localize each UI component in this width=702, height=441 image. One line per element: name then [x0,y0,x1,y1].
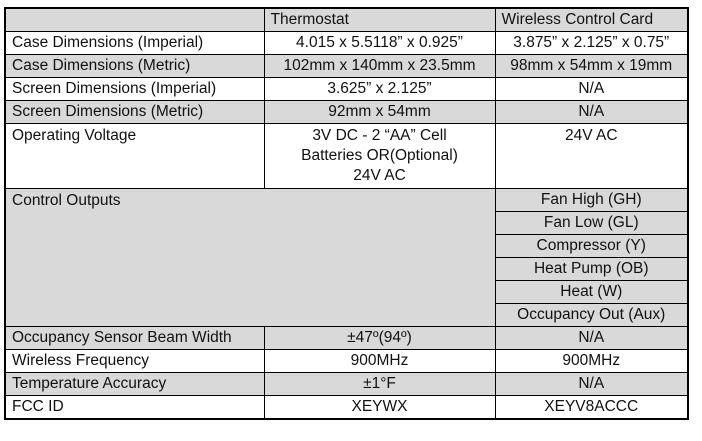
control-outputs-row [5,189,688,212]
row-label: Operating Voltage [5,124,264,189]
row-label: Case Dimensions (Imperial) [5,32,264,55]
card-value: XEYV8ACCC [495,396,688,420]
voltage-line: 24V AC [353,167,406,184]
header-row [5,8,688,32]
row-label: Temperature Accuracy [5,373,264,396]
control-output-item: Occupancy Out (Aux) [495,304,688,327]
card-value: N/A [495,101,688,124]
row-label: FCC ID [5,396,264,420]
table-row [5,396,688,420]
card-value: N/A [495,373,688,396]
voltage-line: 3V DC - 2 “AA” Cell [312,127,447,144]
control-output-item: Compressor (Y) [495,235,688,258]
table-row [5,124,688,189]
row-label: Screen Dimensions (Metric) [5,101,264,124]
table-row [5,78,688,101]
row-label: Case Dimensions (Metric) [5,55,264,78]
voltage-line: Batteries OR(Optional) [301,147,458,164]
header-thermostat: Thermostat [264,8,495,32]
table-row [5,32,688,55]
table-row [5,55,688,78]
thermostat-value: ±47º(94º) [264,327,495,350]
control-outputs-label [5,189,495,327]
table-row [5,373,688,396]
card-value: 98mm x 54mm x 19mm [495,55,688,78]
thermostat-value: 102mm x 140mm x 23.5mm [264,55,495,78]
card-value: N/A [495,327,688,350]
card-value: 900MHz [495,350,688,373]
header-wireless-card: Wireless Control Card [495,8,688,32]
header-empty-cell [5,8,264,32]
thermostat-value: XEYWX [264,396,495,420]
row-label: Wireless Frequency [5,350,264,373]
table-row [5,350,688,373]
control-outputs-text: Control Outputs [12,192,121,209]
thermostat-value: 3.625” x 2.125” [264,78,495,101]
control-output-item: Fan Low (GL) [495,212,688,235]
card-value: 3.875” x 2.125” x 0.75” [495,32,688,55]
row-label: Screen Dimensions (Imperial) [5,78,264,101]
card-value: 24V AC [495,124,688,189]
row-label: Occupancy Sensor Beam Width [5,327,264,350]
table-row [5,101,688,124]
control-output-item: Fan High (GH) [495,189,688,212]
table-row [5,327,688,350]
thermostat-value: 92mm x 54mm [264,101,495,124]
control-output-item: Heat Pump (OB) [495,258,688,281]
spec-table [4,7,689,420]
thermostat-value [264,124,495,189]
control-output-item: Heat (W) [495,281,688,304]
thermostat-value: ±1°F [264,373,495,396]
thermostat-value: 900MHz [264,350,495,373]
card-value: N/A [495,78,688,101]
thermostat-value: 4.015 x 5.5118” x 0.925” [264,32,495,55]
